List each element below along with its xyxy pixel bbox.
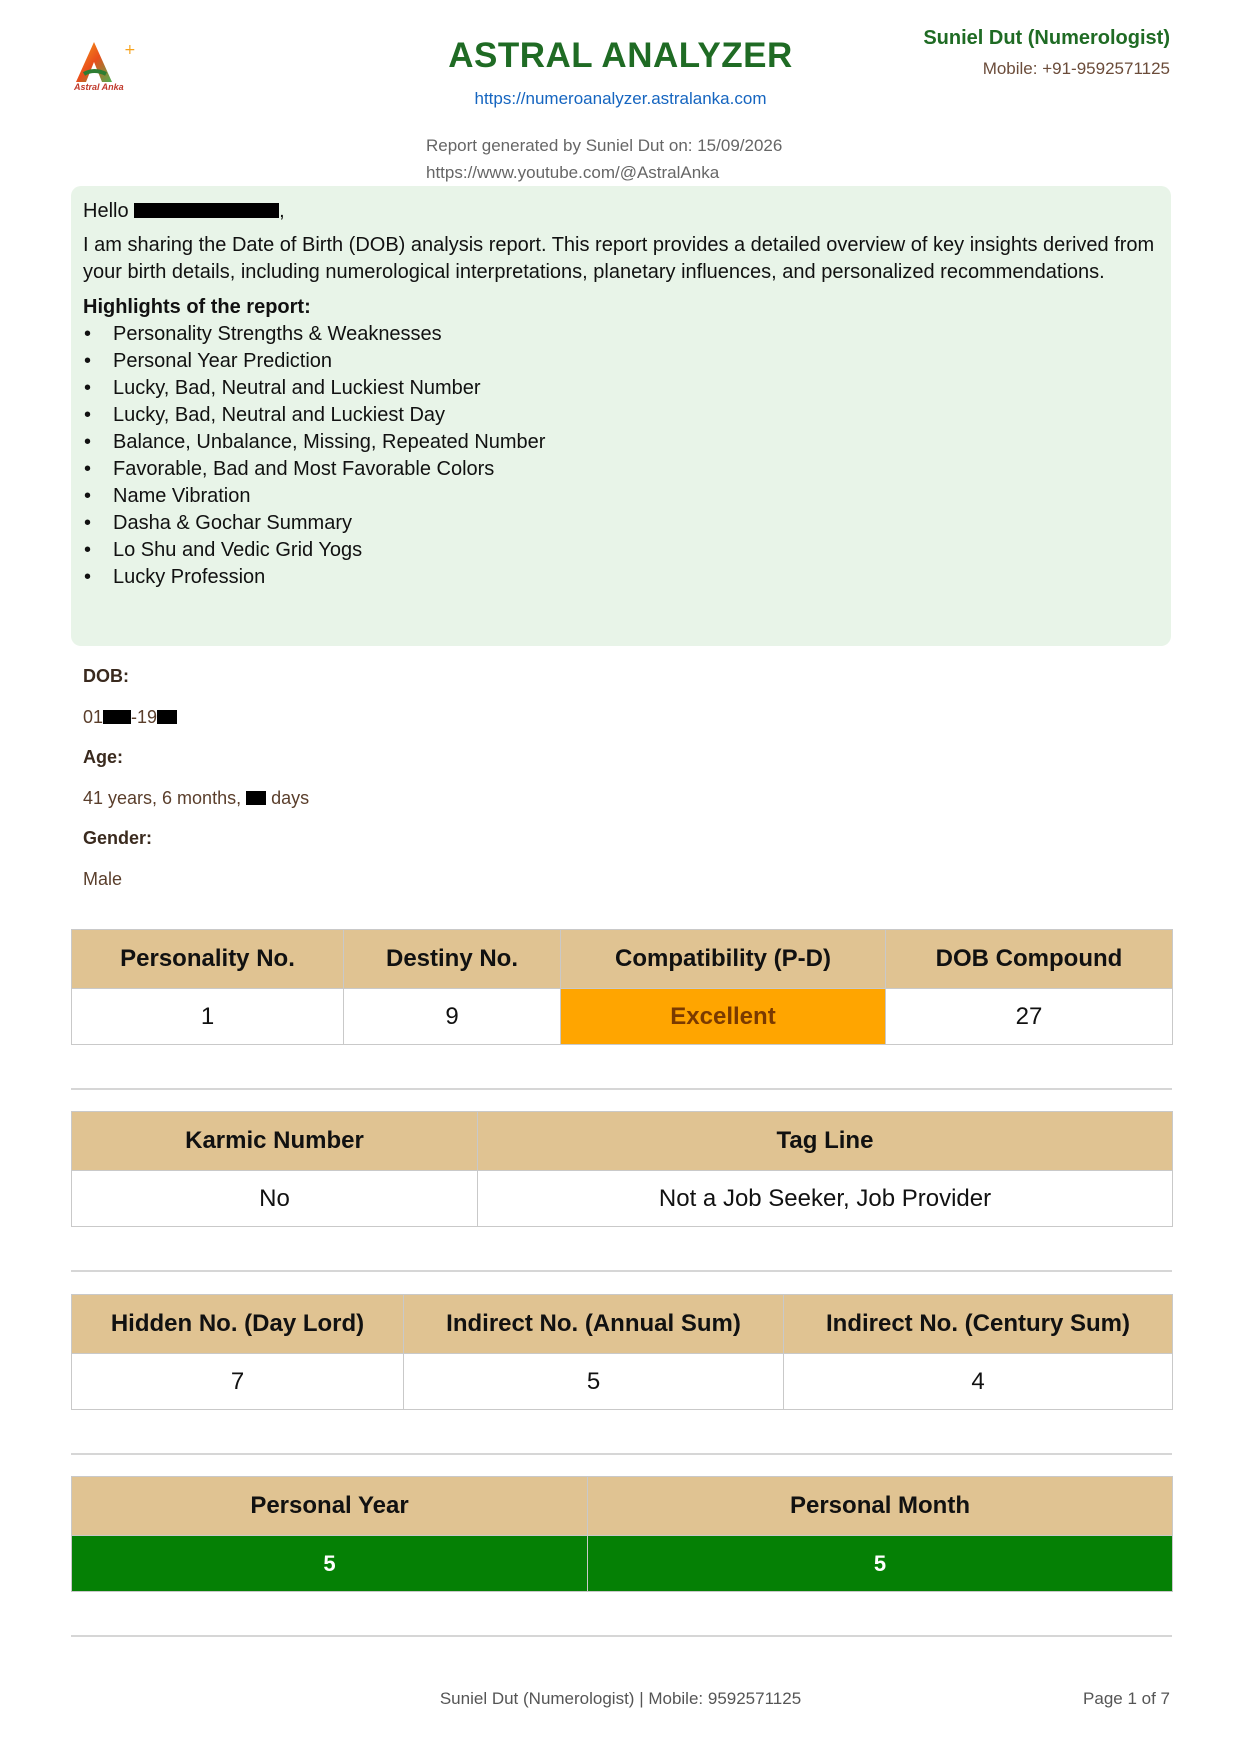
dob-compound-value: 27 <box>886 989 1173 1045</box>
personal-month-value: 5 <box>588 1536 1173 1592</box>
divider <box>71 1635 1172 1637</box>
divider <box>71 1270 1172 1272</box>
personal-year-table <box>71 1476 1173 1592</box>
highlights-title: Highlights of the report: <box>83 296 311 318</box>
author-name: Suniel Dut (Numerologist) <box>923 27 1170 49</box>
logo-text: Astral Anka <box>74 82 124 92</box>
karmic-header: Karmic Number <box>72 1112 478 1171</box>
hidden-no-value: 7 <box>72 1354 404 1410</box>
annual-sum-header: Indirect No. (Annual Sum) <box>404 1295 784 1354</box>
highlight-item: • Lucky, Bad, Neutral and Luckiest Day <box>83 402 1159 429</box>
dob-label: DOB: <box>83 666 129 686</box>
dob-part: 01 <box>83 707 104 727</box>
annual-sum-value: 5 <box>404 1354 784 1410</box>
page-number: Page 1 of 7 <box>1083 1689 1170 1708</box>
compatibility-header: Compatibility (P-D) <box>561 930 886 989</box>
highlight-item: • Lucky, Bad, Neutral and Luckiest Number <box>83 375 1159 402</box>
generated-line: Report generated by Suniel Dut on: 15/09/2026 <box>426 136 783 155</box>
age-value <box>83 788 309 809</box>
redacted-name <box>134 203 279 218</box>
gender-label: Gender: <box>83 828 153 848</box>
highlight-item: • Name Vibration <box>83 483 1159 510</box>
redacted-month <box>103 710 131 724</box>
hidden-numbers-table <box>71 1294 1173 1410</box>
tagline-header: Tag Line <box>478 1112 1173 1171</box>
intro-paragraph: I am sharing the Date of Birth (DOB) analysis report. This report provides a detailed overview of key insights derived from your birth details, including numerological interpretations, planetary influences, and personalized recommendations. <box>83 234 1155 283</box>
redacted-days <box>246 791 266 805</box>
author-mobile: Mobile: +91-9592571125 <box>982 59 1170 78</box>
highlight-item: • Balance, Unbalance, Missing, Repeated Number <box>83 429 1159 456</box>
greeting-suffix: , <box>279 200 285 222</box>
karmic-value: No <box>72 1171 478 1227</box>
highlight-item: • Favorable, Bad and Most Favorable Colors <box>83 456 1159 483</box>
intro-box <box>71 186 1171 646</box>
highlight-item: • Personality Strengths & Weaknesses <box>83 321 1159 348</box>
report-title: ASTRAL ANALYZER <box>448 36 793 75</box>
table-header-row <box>72 1477 1173 1536</box>
core-numbers-table <box>71 929 1173 1045</box>
divider <box>71 1088 1172 1090</box>
compatibility-value: Excellent <box>561 989 886 1045</box>
dob-compound-header: DOB Compound <box>886 930 1173 989</box>
table-header-row <box>72 1295 1173 1354</box>
youtube-link[interactable]: https://www.youtube.com/@AstralAnka <box>426 163 720 182</box>
redacted-year <box>157 710 177 724</box>
gender-value: Male <box>83 869 123 889</box>
tagline-value: Not a Job Seeker, Job Provider <box>478 1171 1173 1227</box>
destiny-header: Destiny No. <box>344 930 561 989</box>
century-sum-header: Indirect No. (Century Sum) <box>784 1295 1173 1354</box>
age-days-label: days <box>271 788 310 808</box>
svg-text:+: + <box>124 42 136 58</box>
highlight-item: • Personal Year Prediction <box>83 348 1159 375</box>
table-row <box>72 1171 1173 1227</box>
footer-contact: Suniel Dut (Numerologist) | Mobile: 9592571125 <box>439 1689 802 1708</box>
century-sum-value: 4 <box>784 1354 1173 1410</box>
highlight-item: • Lo Shu and Vedic Grid Yogs <box>83 537 1159 564</box>
table-header-row <box>72 930 1173 989</box>
table-row <box>72 1354 1173 1410</box>
dob-part: -19 <box>131 707 158 727</box>
highlight-item: • Lucky Profession <box>83 564 1159 591</box>
destiny-value: 9 <box>344 989 561 1045</box>
highlight-item: • Dasha & Gochar Summary <box>83 510 1159 537</box>
personal-month-header: Personal Month <box>588 1477 1173 1536</box>
divider <box>71 1453 1172 1455</box>
greeting-prefix: Hello <box>83 200 129 222</box>
personal-year-value: 5 <box>72 1536 588 1592</box>
hidden-no-header: Hidden No. (Day Lord) <box>72 1295 404 1354</box>
karmic-table <box>71 1111 1173 1227</box>
table-row <box>72 989 1173 1045</box>
table-header-row <box>72 1112 1173 1171</box>
highlights-list <box>83 321 1159 591</box>
dob-value <box>83 707 177 728</box>
age-text: 41 years, 6 months, <box>83 788 242 808</box>
personality-header: Personality No. <box>72 930 344 989</box>
website-link[interactable]: https://numeroanalyzer.astralanka.com <box>474 89 767 108</box>
age-label: Age: <box>83 747 123 767</box>
table-row <box>72 1536 1173 1592</box>
personality-value: 1 <box>72 989 344 1045</box>
greeting <box>83 198 1159 225</box>
personal-year-header: Personal Year <box>72 1477 588 1536</box>
